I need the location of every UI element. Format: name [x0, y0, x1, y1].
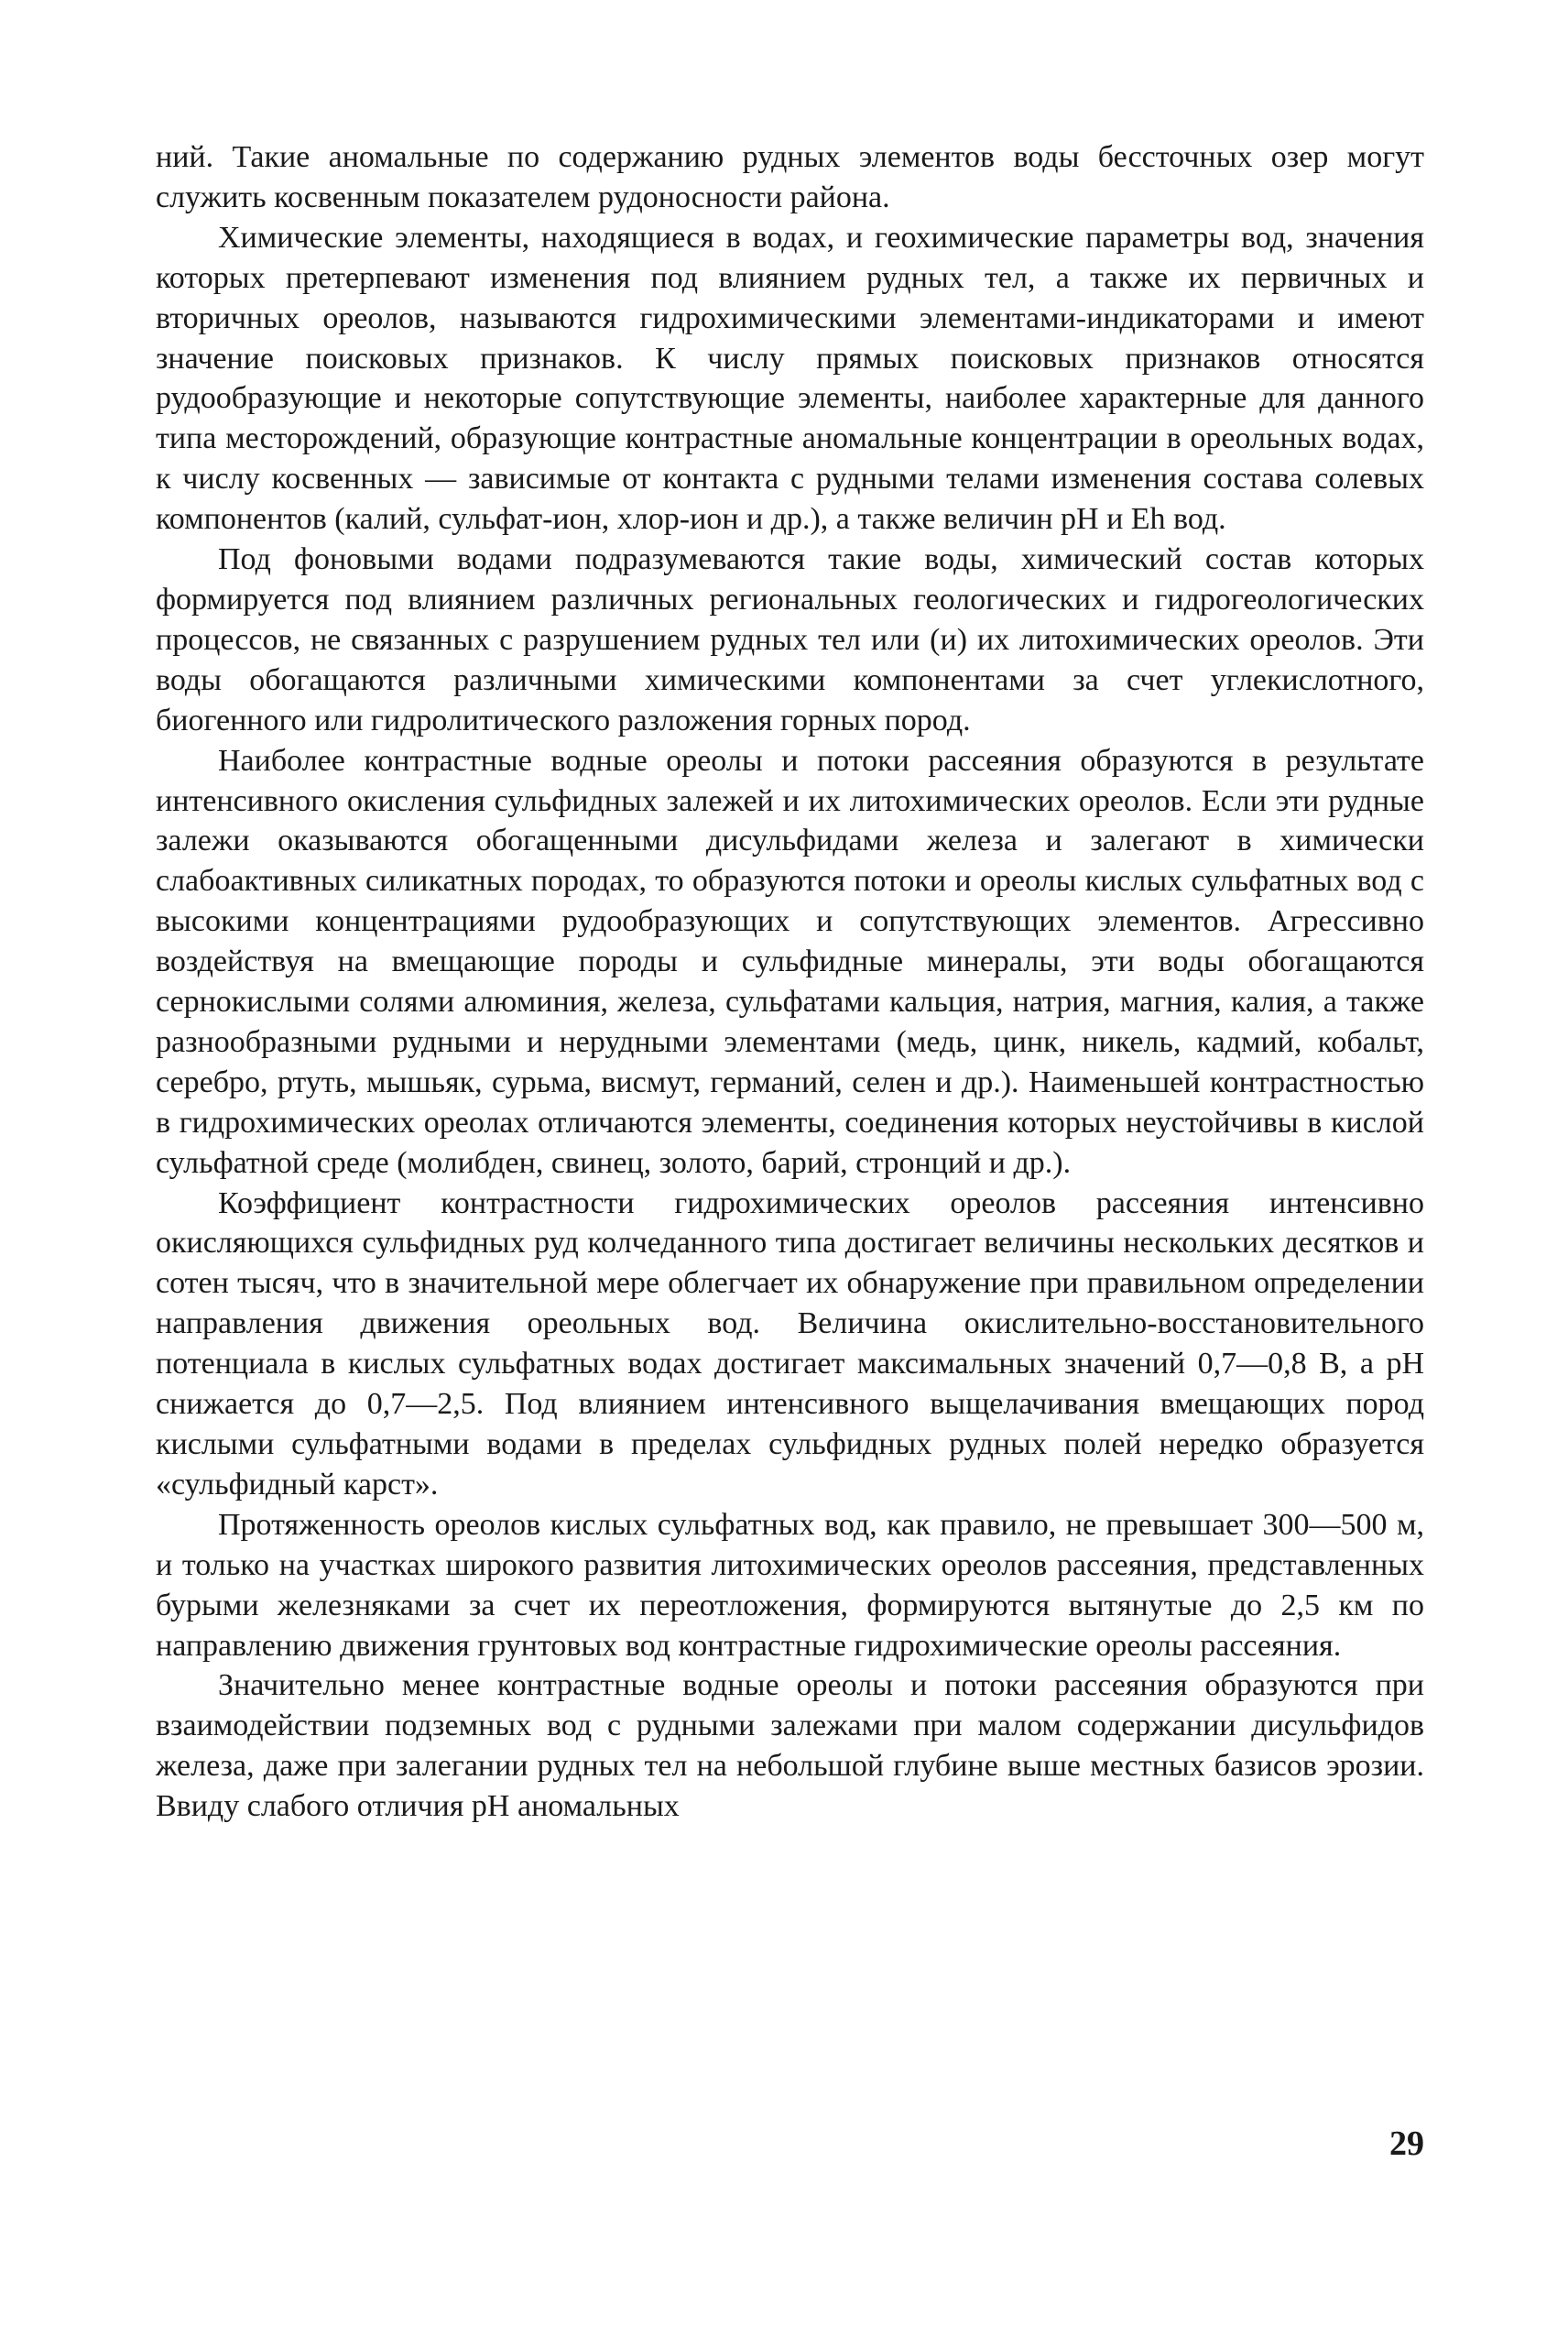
paragraph-5: Коэффициент контрастности гидрохимических ореолов рассеяния интенсивно окисляющихся сульфидных руд колчеданного типа достигает величины нескольких десятков и сотен тысяч, что в значительной мере облегчает их обнаружение при правильном определении направления движения ореольных вод. Величина окислительно-восстановительного потенциала в кислых сульфатных водах достигает максимальных значений 0,7—0,8 В, а pH снижается до 0,7—2,5. Под влиянием интенсивного выщелачивания вмещающих пород кислыми сульфатными водами в пределах сульфидных рудных полей нередко образуется «сульфидный карст».	[156, 1185, 1424, 1502]
paragraph-4: Наиболее контрастные водные ореолы и потоки рассеяния образуются в результате интенсивного окисления сульфидных залежей и их литохимических ореолов. Если эти рудные залежи оказываются обогащенными дисульфидами железа и залегают в химически слабоактивных силикатных породах, то образуются потоки и ореолы кислых сульфатных вод с высокими концентрациями рудообразующих и сопутствующих элементов. Агрессивно воздействуя на вмещающие породы и сульфидные минералы, эти воды обогащаются сернокислыми солями алюминия, железа, сульфатами кальция, натрия, магния, калия, а также разнообразными рудными и нерудными элементами (медь, цинк, никель, кадмий, кобальт, серебро, ртуть, мышьяк, сурьма, висмут, германий, селен и др.). Наименьшей контрастностью в гидрохимических ореолах отличаются элементы, соединения которых неустойчивы в кислой сульфатной среде (молибден, свинец, золото, барий, стронций и др.).	[156, 743, 1424, 1180]
paragraph-2: Химические элементы, находящиеся в водах, и геохимические параметры вод, значения которых претерпевают изменения под влиянием рудных тел, а также их первичных и вторичных ореолов, называются гидрохимическими элементами-индикаторами и имеют значение поисковых признаков. К числу прямых поисковых признаков относятся рудообразующие и некоторые сопутствующие элементы, наиболее характерные для данного типа месторождений, образующие контрастные аномальные концентрации в ореольных водах, к числу косвенных — зависимые от контакта с рудными телами изменения состава солевых компонентов (калий, сульфат-ион, хлор-ион и др.), а также величин pH и Eh вод.	[156, 220, 1424, 537]
paragraph-6: Протяженность ореолов кислых сульфатных вод, как правило, не превышает 300—500 м, и только на участках широкого развития литохимических ореолов рассеяния, представленных бурыми железняками за счет их переотложения, формируются вытянутые до 2,5 км по направлению движения грунтовых вод контрастные гидрохимические ореолы рассеяния.	[156, 1507, 1424, 1663]
page-text	[156, 137, 1424, 1827]
page-number: 29	[1389, 2124, 1424, 2163]
paragraph-3: Под фоновыми водами подразумеваются такие воды, химический состав которых формируется под влиянием различных региональных геологических и гидрогеологических процессов, не связанных с разрушением рудных тел или (и) их литохимических ореолов. Эти воды обогащаются различными химическими компонентами за счет углекислотного, биогенного или гидролитического разложения горных пород.	[156, 542, 1424, 737]
paragraph-1: ний. Такие аномальные по содержанию рудных элементов воды бессточных озер могут служить косвенным показателем рудоносности района.	[156, 140, 1424, 214]
paragraph-7: Значительно менее контрастные водные ореолы и потоки рассеяния образуются при взаимодействии подземных вод с рудными залежами при малом содержании дисульфидов железа, даже при залегании рудных тел на небольшой глубине выше местных базисов эрозии. Ввиду слабого отличия pH аномальных	[156, 1668, 1424, 1824]
